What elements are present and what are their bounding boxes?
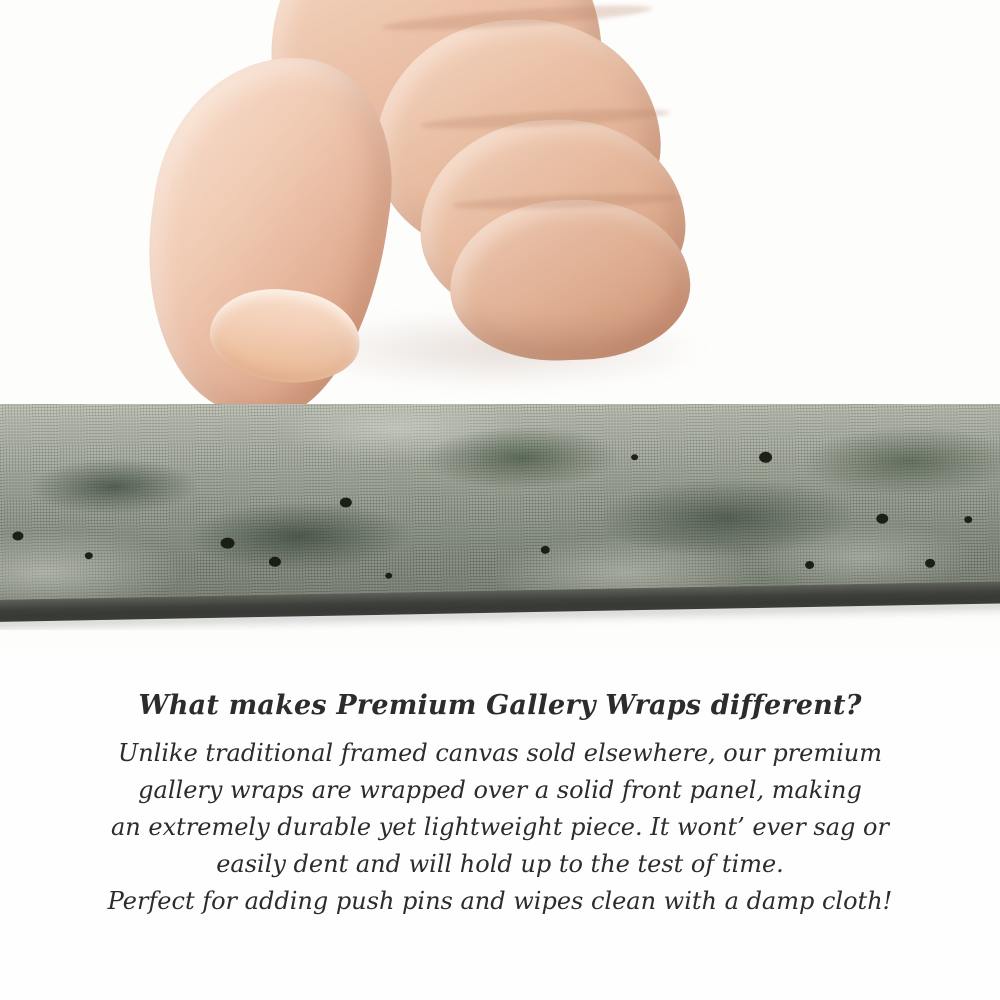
canvas-speck xyxy=(631,454,638,460)
canvas-speck xyxy=(220,538,234,549)
caption-line: Unlike traditional framed canvas sold elsewhere, our premium xyxy=(117,739,882,767)
canvas-speck xyxy=(269,557,281,567)
canvas-speck xyxy=(340,497,352,507)
canvas-speck xyxy=(964,516,972,523)
caption-line: Perfect for adding push pins and wipes clean with a damp cloth! xyxy=(107,887,893,915)
hand-shadow xyxy=(290,310,710,390)
canvas-speck xyxy=(385,573,392,579)
caption-block xyxy=(0,690,1000,920)
canvas-wrap-edge xyxy=(0,404,1000,630)
canvas-speck xyxy=(759,452,772,463)
canvas-speck xyxy=(12,531,23,540)
caption-line: an extremely durable yet lightweight piece. It wont’ ever sag or xyxy=(111,813,889,841)
canvas-speck xyxy=(85,552,93,559)
canvas-speck xyxy=(876,514,888,524)
canvas-speck xyxy=(805,561,814,569)
caption-line: gallery wraps are wrapped over a solid front panel, making xyxy=(138,776,862,804)
caption-title: What makes Premium Gallery Wraps different? xyxy=(138,690,862,721)
canvas-speck xyxy=(541,546,550,554)
canvas-speck xyxy=(925,559,935,568)
hand-illustration xyxy=(120,0,700,430)
caption-line: easily dent and will hold up to the test of time. xyxy=(216,850,784,878)
